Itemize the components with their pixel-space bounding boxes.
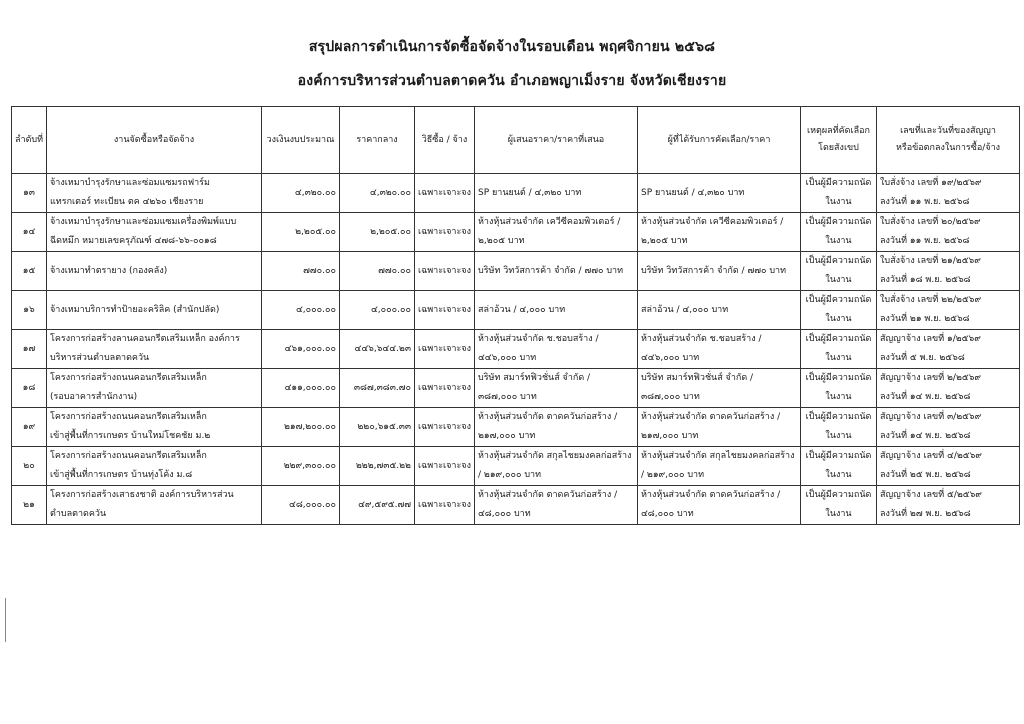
cell-item [47, 174, 262, 213]
cell-median-price [340, 486, 415, 525]
method-value: เฉพาะเจาะจง [418, 421, 471, 432]
reason-line2: ในงาน [825, 275, 852, 285]
method-value: เฉพาะเจาะจง [418, 343, 471, 354]
reason-line1: เป็นผู้มีความถนัด [805, 490, 872, 500]
budget-value: ๔,๐๐๐.๐๐ [296, 304, 336, 315]
budget-value: ๒๑๗,๒๐๐.๐๐ [283, 421, 336, 432]
contract-line1: ใบสั่งจ้าง เลขที่ ๒๑/๒๕๖๙ [880, 256, 981, 266]
cell-reason [801, 408, 877, 447]
item-line1: โครงการก่อสร้างถนนคอนกรีตเสริมเหล็ก [50, 373, 207, 383]
selected-line1: ห้างหุ้นส่วนจำกัด ช.ชอบสร้าง / [641, 334, 762, 344]
reason-line2: ในงาน [825, 470, 852, 480]
cell-method [415, 291, 475, 330]
cell-reason [801, 369, 877, 408]
cell-selected [638, 447, 801, 486]
budget-value: ๔๘,๐๐๐.๐๐ [289, 499, 336, 510]
cell-median-price [340, 174, 415, 213]
reason-line2: ในงาน [825, 431, 852, 441]
selected-line2: / ๒๑๙,๐๐๐ บาท [641, 470, 705, 480]
contract-line1: ใบสั่งจ้าง เลขที่ ๑๙/๒๕๖๙ [880, 178, 982, 188]
item-line2: (รอบอาคารสำนักงาน) [50, 392, 138, 402]
header-reason-line1: เหตุผลที่คัดเลือก [807, 126, 870, 136]
bidder-line1: ห้างหุ้นส่วนจำกัด สกุลไชยมงคลก่อสร้าง [478, 451, 632, 461]
contract-line1: สัญญาจ้าง เลขที่ ๑/๒๕๖๙ [880, 334, 981, 344]
cell-item [47, 252, 262, 291]
selected-line1: บริษัท วิทวัสการค้า จำกัด / ๗๗๐ บาท [641, 265, 787, 276]
cell-selected [638, 408, 801, 447]
procurement-table [11, 106, 1020, 525]
row-number: ๑๓ [23, 187, 35, 198]
table-header-row [12, 107, 1020, 174]
bidder-line2: ๔๘,๐๐๐ บาท [478, 509, 531, 519]
item-line1: จ้างเหมาบริการทำป้ายอะคริลิค (สำนักปลัด) [50, 304, 220, 315]
cell-selected [638, 330, 801, 369]
cell-reason [801, 330, 877, 369]
cell-contract [877, 408, 1020, 447]
median-price-value: ๔,๓๒๐.๐๐ [369, 187, 411, 198]
cell-bidders [475, 408, 638, 447]
cell-contract [877, 447, 1020, 486]
budget-value: ๔๑๑,๐๐๐.๐๐ [284, 382, 336, 393]
contract-line1: สัญญาจ้าง เลขที่ ๓/๒๕๖๙ [880, 412, 982, 422]
reason-line1: เป็นผู้มีความถนัด [805, 178, 872, 188]
cell-no [12, 486, 47, 525]
cell-no [12, 330, 47, 369]
table-row [12, 369, 1020, 408]
bidder-line1: ห้างหุ้นส่วนจำกัด ตาดควันก่อสร้าง / [478, 490, 618, 500]
document-title: สรุปผลการดำเนินการจัดซื้อจัดจ้างในรอบเดือน พฤศจิกายน ๒๕๖๘ [308, 39, 716, 55]
bidder-line1: ห้างหุ้นส่วนจำกัด เควีซีคอมพิวเตอร์ / [478, 217, 621, 227]
cell-item [47, 369, 262, 408]
contract-line2: ลงวันที่ ๑๑ พ.ย. ๒๕๖๘ [880, 197, 970, 207]
item-line1: จ้างเหมาทำตรายาง (กองคลัง) [50, 265, 168, 276]
cell-item [47, 408, 262, 447]
cell-contract [877, 330, 1020, 369]
cell-budget [262, 447, 340, 486]
cell-method [415, 447, 475, 486]
cell-selected [638, 213, 801, 252]
cell-budget [262, 252, 340, 291]
header-no: ลำดับที่ [12, 107, 47, 174]
cell-selected [638, 291, 801, 330]
contract-line2: ลงวันที่ ๑๔ พ.ย. ๒๕๖๘ [880, 392, 971, 402]
contract-line1: ใบสั่งจ้าง เลขที่ ๒๐/๒๕๖๙ [880, 217, 981, 227]
cell-contract [877, 252, 1020, 291]
selected-line1: ห้างหุ้นส่วนจำกัด ตาดควันก่อสร้าง / [641, 490, 781, 500]
item-line2: ตำบลตาดควัน [50, 509, 107, 519]
header-item: งานจัดซื้อหรือจัดจ้าง [47, 107, 262, 174]
reason-line2: ในงาน [825, 236, 852, 246]
cell-item [47, 447, 262, 486]
cell-item [47, 330, 262, 369]
contract-line2: ลงวันที่ ๑๘ พ.ย. ๒๕๖๘ [880, 275, 971, 285]
bidder-line2: ๓๘๗,๐๐๐ บาท [478, 392, 537, 402]
cell-bidders [475, 330, 638, 369]
cell-bidders [475, 252, 638, 291]
row-number: ๑๙ [22, 421, 36, 432]
header-reason-line2: โดยสังเขป [818, 143, 859, 153]
table-row [12, 291, 1020, 330]
contract-line2: ลงวันที่ ๒๕ พ.ย. ๒๕๖๘ [880, 470, 971, 480]
item-line2: เข้าสู่พื้นที่การเกษตร บ้านใหม่โชคชัย ม.๒ [50, 431, 211, 441]
row-number: ๑๕ [22, 265, 36, 276]
cell-median-price [340, 447, 415, 486]
row-number: ๑๔ [22, 226, 36, 237]
cell-budget [262, 486, 340, 525]
cell-selected [638, 486, 801, 525]
reason-line1: เป็นผู้มีความถนัด [805, 334, 872, 344]
row-number: ๑๖ [23, 304, 35, 315]
contract-line2: ลงวันที่ ๕ พ.ย. ๒๕๖๘ [880, 353, 965, 363]
selected-line1: สล่าอ้วน / ๔,๐๐๐ บาท [641, 304, 729, 315]
reason-line1: เป็นผู้มีความถนัด [805, 451, 872, 461]
reason-line2: ในงาน [825, 314, 852, 324]
cell-bidders [475, 369, 638, 408]
header-contract [877, 107, 1020, 174]
median-price-value: ๓๘๗,๓๘๓.๗๐ [353, 382, 411, 393]
median-price-value: ๒๒๐,๖๑๕.๓๓ [357, 421, 411, 432]
cell-no [12, 174, 47, 213]
scan-mark [5, 598, 6, 642]
cell-median-price [340, 408, 415, 447]
reason-line2: ในงาน [825, 509, 852, 519]
median-price-value: ๗๗๐.๐๐ [378, 265, 411, 276]
cell-method [415, 486, 475, 525]
bidder-line1: สล่าอ้วน / ๔,๐๐๐ บาท [478, 304, 566, 315]
cell-budget [262, 291, 340, 330]
item-line2: ฉีดหมึก หมายเลขครุภัณฑ์ ๔๗๘-๖๖-๐๐๑๘ [50, 236, 217, 246]
cell-median-price [340, 330, 415, 369]
selected-line1: ห้างหุ้นส่วนจำกัด เควีซีคอมพิวเตอร์ / [641, 217, 784, 227]
budget-value: ๔,๓๒๐.๐๐ [294, 187, 336, 198]
bidder-line2: / ๒๑๙,๐๐๐ บาท [478, 470, 542, 480]
cell-selected [638, 369, 801, 408]
bidder-line1: SP ยานยนต์ / ๔,๓๒๐ บาท [478, 187, 582, 198]
item-line1: จ้างเหมาบำรุงรักษาและซ่อมแซมรถฟาร์ม [50, 178, 210, 188]
cell-budget [262, 330, 340, 369]
cell-no [12, 369, 47, 408]
contract-line2: ลงวันที่ ๑๑ พ.ย. ๒๕๖๘ [880, 236, 970, 246]
budget-value: ๒๒๙,๓๐๐.๐๐ [283, 460, 336, 471]
budget-value: ๒,๒๐๕.๐๐ [295, 226, 336, 237]
cell-item [47, 291, 262, 330]
median-price-value: ๒๒๒,๗๓๕.๒๒ [355, 460, 411, 471]
cell-reason [801, 252, 877, 291]
cell-no [12, 213, 47, 252]
table-row [12, 447, 1020, 486]
cell-budget [262, 408, 340, 447]
bidder-line1: ห้างหุ้นส่วนจำกัด ตาดควันก่อสร้าง / [478, 412, 618, 422]
method-value: เฉพาะเจาะจง [418, 187, 471, 198]
cell-selected [638, 174, 801, 213]
item-line1: โครงการก่อสร้างถนนคอนกรีตเสริมเหล็ก [50, 451, 207, 461]
selected-line2: ๒๑๗,๐๐๐ บาท [641, 431, 699, 441]
selected-line1: SP ยานยนต์ / ๔,๓๒๐ บาท [641, 187, 745, 198]
contract-line1: สัญญาจ้าง เลขที่ ๕/๒๕๖๙ [880, 490, 982, 500]
item-line1: โครงการก่อสร้างลานคอนกรีตเสริมเหล็ก องค์การ [50, 334, 240, 344]
median-price-value: ๒,๒๐๕.๐๐ [370, 226, 411, 237]
method-value: เฉพาะเจาะจง [418, 499, 471, 510]
cell-median-price [340, 369, 415, 408]
cell-median-price [340, 252, 415, 291]
document-subtitle: องค์การบริหารส่วนตำบลตาดควัน อำเภอพญาเม็งราย จังหวัดเชียงราย [297, 73, 727, 89]
contract-line1: ใบสั่งจ้าง เลขที่ ๒๒/๒๕๖๙ [880, 295, 982, 305]
selected-line2: ๔๔๖,๐๐๐ บาท [641, 353, 700, 363]
row-number: ๒๑ [23, 499, 35, 510]
budget-value: ๔๖๑,๐๐๐.๐๐ [284, 343, 336, 354]
item-line1: โครงการก่อสร้างเสาธงชาติ องค์การบริหารส่วน [50, 490, 234, 500]
reason-line1: เป็นผู้มีความถนัด [805, 295, 872, 305]
cell-median-price [340, 291, 415, 330]
cell-bidders [475, 291, 638, 330]
contract-line2: ลงวันที่ ๒๗ พ.ย. ๒๕๖๘ [880, 509, 971, 519]
cell-budget [262, 174, 340, 213]
cell-item [47, 486, 262, 525]
table-row [12, 174, 1020, 213]
contract-line2: ลงวันที่ ๒๑ พ.ย. ๒๕๖๘ [880, 314, 970, 324]
bidder-line2: ๒๑๗,๐๐๐ บาท [478, 431, 536, 441]
item-line1: โครงการก่อสร้างถนนคอนกรีตเสริมเหล็ก [50, 412, 207, 422]
bidder-line2: ๔๔๖,๐๐๐ บาท [478, 353, 537, 363]
method-value: เฉพาะเจาะจง [418, 460, 471, 471]
reason-line2: ในงาน [825, 353, 852, 363]
cell-bidders [475, 174, 638, 213]
cell-method [415, 330, 475, 369]
median-price-value: ๔๙,๕๙๕.๗๗ [358, 499, 411, 510]
item-line2: เข้าสู่พื้นที่การเกษตร บ้านทุ่งโค้ง ม.๘ [50, 470, 193, 480]
median-price-value: ๔,๐๐๐.๐๐ [371, 304, 411, 315]
cell-item [47, 213, 262, 252]
cell-method [415, 213, 475, 252]
cell-reason [801, 486, 877, 525]
selected-line2: ๓๘๗,๐๐๐ บาท [641, 392, 700, 402]
reason-line2: ในงาน [825, 392, 852, 402]
cell-method [415, 369, 475, 408]
header-method: วิธีซื้อ / จ้าง [415, 107, 475, 174]
table-row [12, 252, 1020, 291]
method-value: เฉพาะเจาะจง [418, 226, 471, 237]
cell-no [12, 252, 47, 291]
cell-contract [877, 174, 1020, 213]
cell-bidders [475, 213, 638, 252]
cell-contract [877, 213, 1020, 252]
table-row [12, 486, 1020, 525]
header-reason [801, 107, 877, 174]
cell-reason [801, 174, 877, 213]
row-number: ๑๘ [22, 382, 36, 393]
reason-line1: เป็นผู้มีความถนัด [805, 217, 872, 227]
item-line2: แทรกเตอร์ ทะเบียน ตค ๔๒๖๐ เชียงราย [50, 197, 204, 207]
item-line2: บริหารส่วนตำบลตาดควัน [50, 353, 150, 363]
row-number: ๑๗ [22, 343, 36, 354]
cell-method [415, 252, 475, 291]
method-value: เฉพาะเจาะจง [418, 382, 471, 393]
table-row [12, 213, 1020, 252]
bidder-line1: ห้างหุ้นส่วนจำกัด ช.ชอบสร้าง / [478, 334, 599, 344]
cell-no [12, 408, 47, 447]
item-line1: จ้างเหมาบำรุงรักษาและซ่อมแซมเครื่องพิมพ์แบบ [50, 217, 237, 227]
reason-line2: ในงาน [825, 197, 852, 207]
header-contract-line1: เลขที่และวันที่ของสัญญา [900, 126, 996, 136]
cell-bidders [475, 486, 638, 525]
bidder-line2: ๒,๒๐๕ บาท [478, 236, 525, 246]
selected-line1: ห้างหุ้นส่วนจำกัด สกุลไชยมงคลก่อสร้าง [641, 451, 795, 461]
row-number: ๒๐ [23, 460, 35, 471]
table-row [12, 330, 1020, 369]
selected-line1: บริษัท สมาร์ทฟิวชั่นส์ จำกัด / [641, 373, 754, 383]
cell-contract [877, 369, 1020, 408]
cell-no [12, 447, 47, 486]
cell-bidders [475, 447, 638, 486]
cell-budget [262, 213, 340, 252]
header-median-price: ราคากลาง [340, 107, 415, 174]
table-row [12, 408, 1020, 447]
budget-value: ๗๗๐.๐๐ [303, 265, 336, 276]
cell-method [415, 174, 475, 213]
contract-line2: ลงวันที่ ๑๔ พ.ย. ๒๕๖๘ [880, 431, 971, 441]
method-value: เฉพาะเจาะจง [418, 265, 471, 276]
cell-selected [638, 252, 801, 291]
cell-reason [801, 447, 877, 486]
contract-line1: สัญญาจ้าง เลขที่ ๒/๒๕๖๙ [880, 373, 982, 383]
cell-reason [801, 213, 877, 252]
header-contract-line2: หรือข้อตกลงในการซื้อ/จ้าง [895, 143, 1001, 153]
cell-reason [801, 291, 877, 330]
header-bidders: ผู้เสนอราคา/ราคาที่เสนอ [475, 107, 638, 174]
reason-line1: เป็นผู้มีความถนัด [805, 373, 872, 383]
cell-method [415, 408, 475, 447]
reason-line1: เป็นผู้มีความถนัด [805, 256, 872, 266]
contract-line1: สัญญาจ้าง เลขที่ ๔/๒๕๖๙ [880, 451, 982, 461]
cell-contract [877, 486, 1020, 525]
bidder-line1: บริษัท สมาร์ทฟิวชั่นส์ จำกัด / [478, 373, 591, 383]
header-budget: วงเงินงบประมาณ [262, 107, 340, 174]
cell-contract [877, 291, 1020, 330]
reason-line1: เป็นผู้มีความถนัด [805, 412, 872, 422]
cell-median-price [340, 213, 415, 252]
bidder-line1: บริษัท วิทวัสการค้า จำกัด / ๗๗๐ บาท [478, 265, 624, 276]
selected-line1: ห้างหุ้นส่วนจำกัด ตาดควันก่อสร้าง / [641, 412, 781, 422]
median-price-value: ๔๔๖,๖๔๔.๒๓ [354, 343, 411, 354]
method-value: เฉพาะเจาะจง [418, 304, 471, 315]
cell-no [12, 291, 47, 330]
selected-line2: ๒,๒๐๕ บาท [641, 236, 688, 246]
header-selected: ผู้ที่ได้รับการคัดเลือก/ราคา [638, 107, 801, 174]
selected-line2: ๔๘,๐๐๐ บาท [641, 509, 694, 519]
cell-budget [262, 369, 340, 408]
